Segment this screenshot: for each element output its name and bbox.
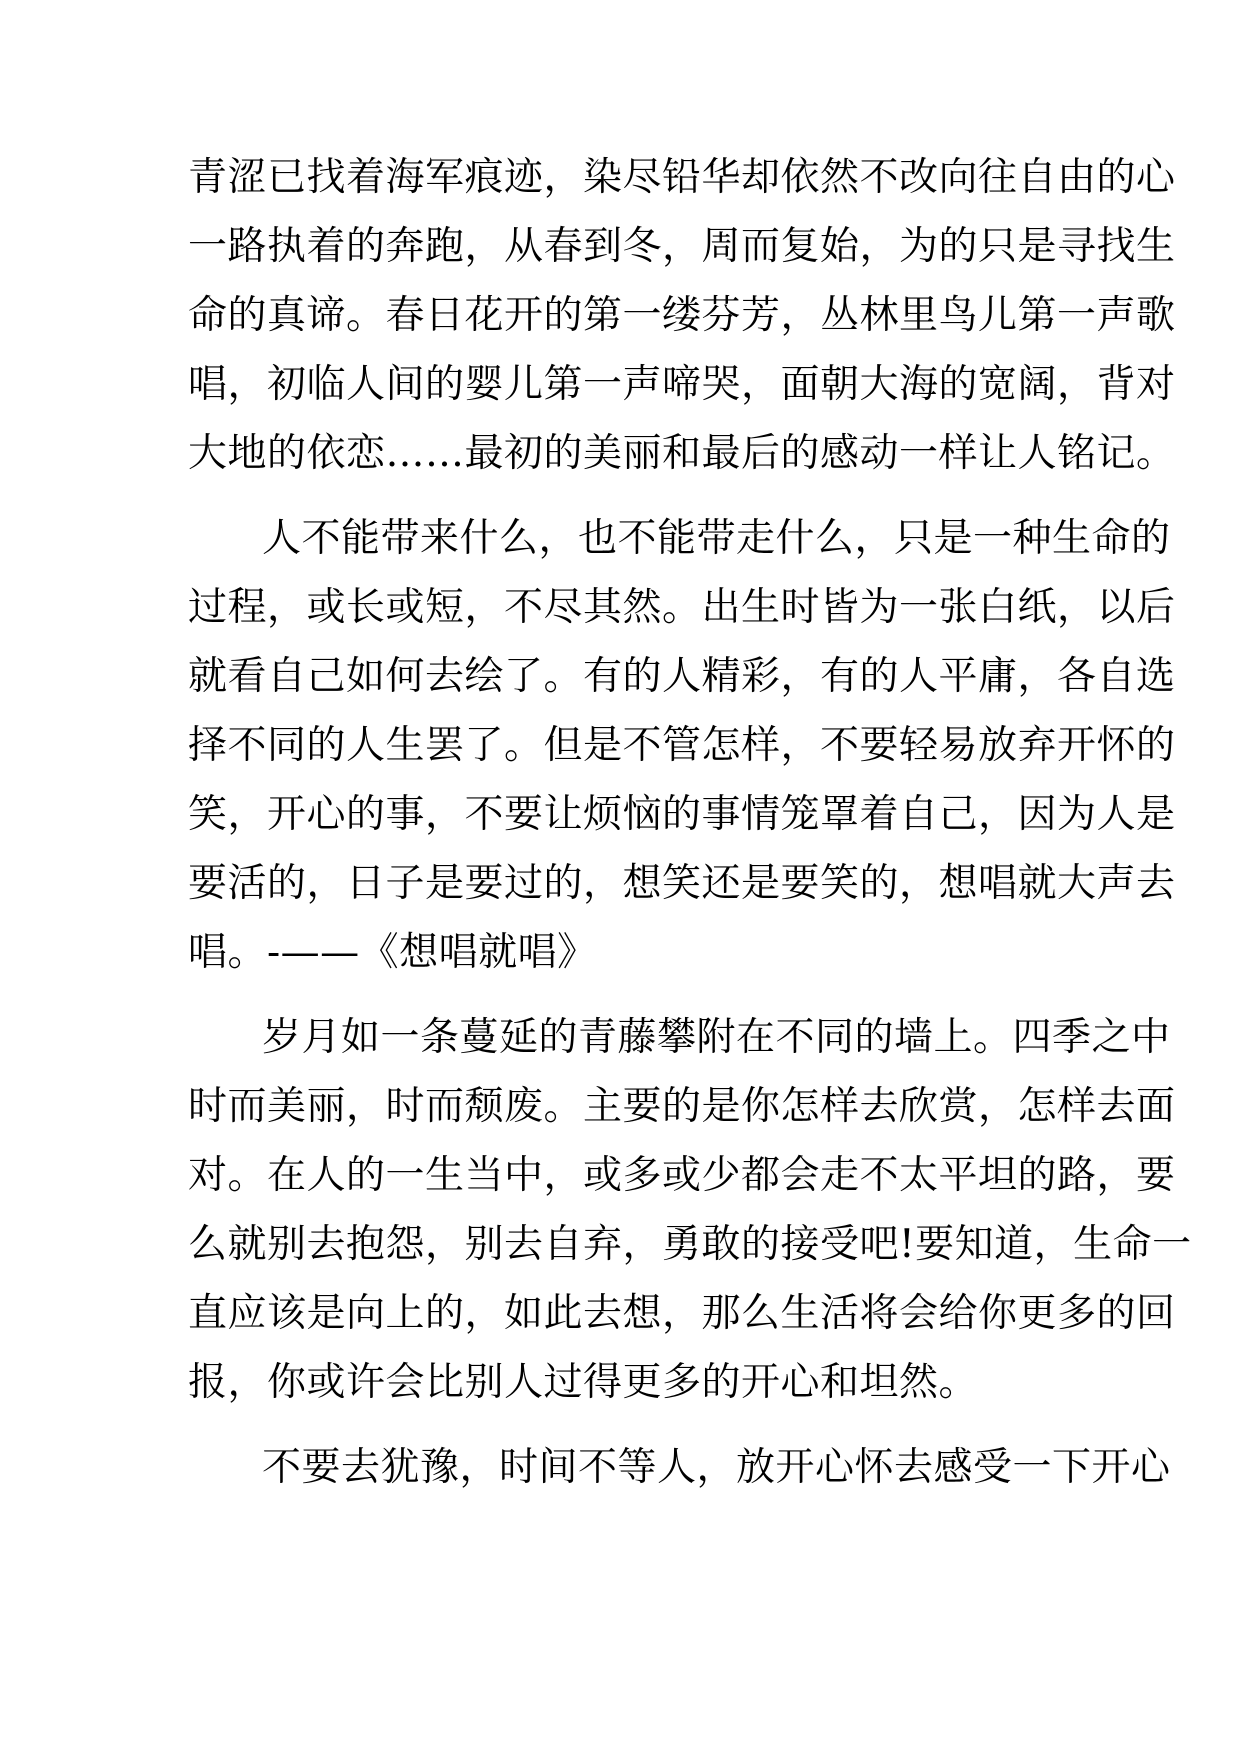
text-line: 择不同的人生罢了。但是不管怎样，不要轻易放弃开怀的 xyxy=(188,723,1176,768)
paragraph-first-line: 人不能带来什么，也不能带走什么，只是一种生命的 xyxy=(262,516,1171,561)
text-line: 报，你或许会比别人过得更多的开心和坦然。 xyxy=(188,1360,979,1405)
text-line: 唱，初临人间的婴儿第一声啼哭，面朝大海的宽阔，背对 xyxy=(188,362,1176,407)
text-line: 一路执着的奔跑，从春到冬，周而复始，为的只是寻找生 xyxy=(188,224,1176,269)
text-line: 时而美丽，时而颓废。主要的是你怎样去欣赏，怎样去面 xyxy=(188,1084,1176,1129)
text-line: 么就别去抱怨，别去自弃，勇敢的接受吧!要知道，生命一 xyxy=(188,1222,1192,1267)
text-line: 就看自己如何去绘了。有的人精彩，有的人平庸，各自选 xyxy=(188,654,1176,699)
text-line: 唱。-——《想唱就唱》 xyxy=(188,930,597,975)
text-line: 直应该是向上的，如此去想，那么生活将会给你更多的回 xyxy=(188,1291,1176,1336)
text-line: 大地的依恋……最初的美丽和最后的感动一样让人铭记。 xyxy=(188,431,1176,476)
text-line: 对。在人的一生当中，或多或少都会走不太平坦的路，要 xyxy=(188,1153,1176,1198)
text-line: 要活的，日子是要过的，想笑还是要笑的，想唱就大声去 xyxy=(188,861,1176,906)
text-line: 过程，或长或短，不尽其然。出生时皆为一张白纸，以后 xyxy=(188,585,1176,630)
paragraph-first-line: 岁月如一条蔓延的青藤攀附在不同的墙上。四季之中 xyxy=(262,1015,1171,1060)
text-line: 笑，开心的事，不要让烦恼的事情笼罩着自己，因为人是 xyxy=(188,792,1176,837)
paragraph-first-line: 不要去犹豫，时间不等人，放开心怀去感受一下开心 xyxy=(262,1445,1171,1490)
text-line: 命的真谛。春日花开的第一缕芬芳，丛林里鸟儿第一声歌 xyxy=(188,293,1176,338)
text-line: 青涩已找着海军痕迹，染尽铅华却依然不改向往自由的心 xyxy=(188,155,1176,200)
